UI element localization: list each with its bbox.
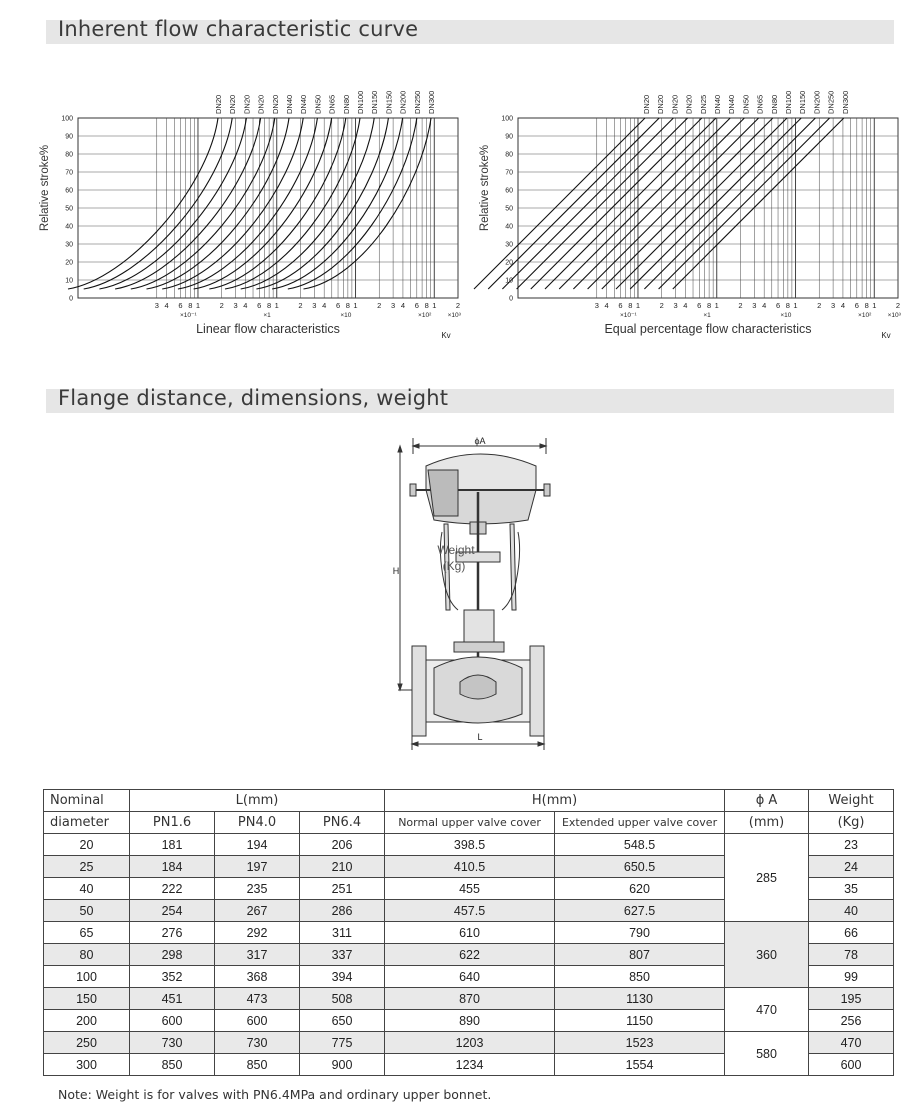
header-l: L(mm) [130, 790, 385, 812]
cell-dn: 65 [44, 922, 130, 944]
cell-weight: 600 [809, 1054, 894, 1076]
cell-normal: 1234 [385, 1054, 555, 1076]
x-tick-label: 3 [391, 301, 396, 310]
cell-pn64: 394 [300, 966, 385, 988]
x-tick-label: 6 [697, 301, 702, 310]
cell-pn64: 251 [300, 878, 385, 900]
cell-extended: 548.5 [555, 834, 725, 856]
cell-pn64: 210 [300, 856, 385, 878]
x-tick-label: 1 [793, 301, 798, 310]
y-tick-label: 10 [505, 277, 513, 285]
x-tick-label: 4 [840, 301, 846, 310]
cell-extended: 807 [555, 944, 725, 966]
x-tick-label: 4 [243, 301, 248, 310]
series-label-dn25: DN25 [698, 94, 708, 114]
x-axis-label: Kv [881, 331, 891, 340]
header-phia-unit: (mm) [725, 812, 809, 834]
x-multiplier-label: ×10 [340, 312, 352, 319]
h-label: H [392, 566, 400, 576]
y-tick-label: 0 [509, 295, 513, 303]
x-axis-label: Kv [441, 331, 451, 340]
x-tick-label: 2 [219, 301, 224, 310]
cell-pn16: 181 [130, 834, 215, 856]
cell-dn: 25 [44, 856, 130, 878]
cell-dn: 250 [44, 1032, 130, 1054]
table-row [44, 922, 894, 944]
x-multiplier-label: ×1 [703, 312, 711, 319]
y-tick-label: 60 [65, 187, 73, 195]
cell-pn40: 850 [215, 1054, 300, 1076]
table-row [44, 988, 894, 1010]
cell-phia: 470 [725, 988, 809, 1032]
series-label-dn40: DN40 [285, 94, 294, 114]
y-tick-label: 40 [505, 223, 513, 231]
cell-extended: 620 [555, 878, 725, 900]
x-tick-label: 6 [618, 301, 623, 310]
x-tick-label: 6 [414, 301, 419, 310]
series-label-dn20: DN20 [228, 94, 238, 114]
cell-pn40: 317 [215, 944, 300, 966]
cell-pn40: 368 [215, 966, 300, 988]
cell-pn40: 197 [215, 856, 300, 878]
x-tick-label: 6 [854, 301, 859, 310]
cell-pn16: 184 [130, 856, 215, 878]
cell-pn40: 600 [215, 1010, 300, 1032]
header-diameter: diameter [44, 812, 130, 834]
cell-dn: 200 [44, 1010, 130, 1032]
diagram-overlay-weight: Weight [437, 543, 475, 557]
table-note: Note: Weight is for valves with PN6.4MPa and ordinary upper bonnet. [58, 1087, 492, 1102]
cell-weight: 78 [809, 944, 894, 966]
cell-dn: 80 [44, 944, 130, 966]
x-tick-label: 3 [752, 301, 757, 310]
x-tick-label: 2 [817, 301, 822, 310]
series-label-dn300: DN300 [840, 90, 850, 114]
header-pn40: PN4.0 [215, 812, 300, 834]
series-label-dn80: DN80 [769, 94, 779, 114]
cell-pn40: 267 [215, 900, 300, 922]
x-tick-label: 1 [195, 301, 201, 310]
y-tick-label: 30 [505, 241, 513, 249]
cell-pn16: 850 [130, 1054, 215, 1076]
series-label-dn20: DN20 [242, 94, 252, 114]
series-label-dn150: DN150 [384, 90, 394, 114]
header-nominal: Nominal [44, 790, 130, 812]
cell-pn16: 254 [130, 900, 215, 922]
x-tick-label: 8 [707, 301, 712, 310]
x-tick-label: 1 [274, 301, 279, 310]
series-label-dn20: DN20 [670, 94, 680, 114]
x-multiplier-label: ×10⁻¹ [180, 312, 197, 319]
y-tick-label: 100 [61, 115, 73, 123]
series-label-dn300: DN300 [427, 90, 436, 114]
x-tick-label: 2 [659, 301, 664, 310]
cell-dn: 300 [44, 1054, 130, 1076]
x-tick-label: 8 [424, 301, 429, 310]
cell-pn40: 730 [215, 1032, 300, 1054]
cell-extended: 850 [555, 966, 725, 988]
cell-dn: 20 [44, 834, 130, 856]
cell-pn64: 508 [300, 988, 385, 1010]
series-label-dn200: DN200 [398, 90, 408, 114]
x-multiplier-label: ×10² [858, 312, 872, 319]
y-axis-label: Relative stroke% [479, 144, 491, 232]
cell-pn40: 473 [215, 988, 300, 1010]
table-row [44, 834, 894, 856]
x-tick-label: 3 [312, 301, 317, 310]
cell-pn16: 222 [130, 878, 215, 900]
series-label-dn65: DN65 [755, 94, 765, 114]
x-tick-label: 8 [628, 301, 633, 310]
cell-pn64: 286 [300, 900, 385, 922]
x-tick-label: 2 [377, 301, 382, 310]
equal-percentage-flow-chart [476, 78, 906, 348]
header-weight-unit: (Kg) [809, 812, 894, 834]
y-tick-label: 20 [505, 259, 513, 267]
x-multiplier-label: ×10³ [447, 312, 461, 319]
diagram-overlay-kg: (Kg) [442, 559, 466, 573]
cell-normal: 640 [385, 966, 555, 988]
y-tick-label: 40 [65, 223, 73, 231]
x-tick-label: 1 [714, 301, 719, 310]
x-tick-label: 3 [673, 301, 678, 310]
y-tick-label: 80 [505, 151, 513, 159]
series-label-dn50: DN50 [741, 94, 751, 114]
cell-pn16: 352 [130, 966, 215, 988]
cell-normal: 455 [385, 878, 555, 900]
cell-normal: 410.5 [385, 856, 555, 878]
y-tick-label: 60 [505, 187, 513, 195]
y-tick-label: 50 [505, 205, 513, 213]
cell-pn64: 311 [300, 922, 385, 944]
cell-normal: 457.5 [385, 900, 555, 922]
y-tick-label: 20 [65, 259, 73, 267]
chart-title: Equal percentage flow characteristics [604, 322, 812, 336]
x-multiplier-label: ×10³ [887, 312, 901, 319]
cell-normal: 1203 [385, 1032, 555, 1054]
y-tick-label: 10 [65, 277, 73, 285]
series-label-dn20: DN20 [684, 94, 694, 114]
cell-pn40: 292 [215, 922, 300, 944]
x-tick-label: 4 [683, 301, 688, 310]
x-tick-label: 3 [154, 301, 159, 310]
linear-flow-chart [36, 78, 466, 348]
spec-table [43, 789, 894, 1076]
x-tick-label: 4 [322, 301, 327, 310]
cell-extended: 627.5 [555, 900, 725, 922]
x-tick-label: 1 [635, 301, 641, 310]
header-pn16: PN1.6 [130, 812, 215, 834]
cell-weight: 66 [809, 922, 894, 944]
header-pn64: PN6.4 [300, 812, 385, 834]
series-label-dn40: DN40 [727, 94, 737, 114]
x-tick-label: 3 [233, 301, 238, 310]
series-label-dn40: DN40 [299, 94, 309, 114]
cell-phia: 360 [725, 922, 809, 988]
cell-weight: 23 [809, 834, 894, 856]
x-tick-label: 8 [785, 301, 790, 310]
header-extended-cover: Extended upper valve cover [555, 812, 725, 834]
header-weight: Weight [809, 790, 894, 812]
series-label-dn150: DN150 [798, 90, 808, 114]
cell-pn16: 600 [130, 1010, 215, 1032]
cell-pn16: 276 [130, 922, 215, 944]
equal-percentage-flow-chart-svg [476, 78, 906, 348]
cell-normal: 398.5 [385, 834, 555, 856]
header-h: H(mm) [385, 790, 725, 812]
y-tick-label: 100 [501, 115, 513, 123]
cell-pn40: 194 [215, 834, 300, 856]
cell-pn16: 451 [130, 988, 215, 1010]
cell-pn40: 235 [215, 878, 300, 900]
x-tick-label: 2 [455, 301, 461, 310]
cell-pn16: 730 [130, 1032, 215, 1054]
y-tick-label: 70 [505, 169, 513, 177]
y-tick-label: 70 [65, 169, 73, 177]
cell-phia: 285 [725, 834, 809, 922]
cell-weight: 40 [809, 900, 894, 922]
x-multiplier-label: ×1 [263, 312, 271, 319]
cell-extended: 1150 [555, 1010, 725, 1032]
series-label-dn50: DN50 [313, 94, 323, 114]
cell-normal: 890 [385, 1010, 555, 1032]
cell-extended: 1130 [555, 988, 725, 1010]
x-tick-label: 4 [762, 301, 767, 310]
valve-drawing [392, 432, 558, 754]
x-tick-label: 3 [831, 301, 836, 310]
cell-extended: 1554 [555, 1054, 725, 1076]
cell-normal: 622 [385, 944, 555, 966]
cell-normal: 610 [385, 922, 555, 944]
cell-pn64: 337 [300, 944, 385, 966]
series-label-dn40: DN40 [713, 94, 722, 114]
cell-phia: 580 [725, 1032, 809, 1076]
cell-weight: 24 [809, 856, 894, 878]
cell-pn16: 298 [130, 944, 215, 966]
series-label-dn20: DN20 [256, 94, 266, 114]
x-tick-label: 8 [864, 301, 869, 310]
x-tick-label: 1 [432, 301, 437, 310]
y-tick-label: 50 [65, 205, 73, 213]
series-label-dn100: DN100 [356, 90, 365, 114]
series-label-dn100: DN100 [784, 90, 793, 114]
series-label-dn20: DN20 [214, 94, 223, 114]
l-label: L [477, 732, 483, 742]
cell-pn64: 775 [300, 1032, 385, 1054]
x-tick-label: 6 [178, 301, 183, 310]
y-tick-label: 80 [65, 151, 73, 159]
header-phia: ϕ A [725, 790, 809, 812]
x-tick-label: 8 [267, 301, 272, 310]
cell-dn: 100 [44, 966, 130, 988]
spec-table-body [44, 834, 894, 1076]
x-tick-label: 3 [594, 301, 599, 310]
y-tick-label: 90 [505, 133, 513, 141]
y-axis-label: Relative stroke% [39, 144, 51, 232]
cell-weight: 35 [809, 878, 894, 900]
x-tick-label: 2 [895, 301, 901, 310]
x-tick-label: 2 [738, 301, 743, 310]
cell-dn: 50 [44, 900, 130, 922]
series-label-dn20: DN20 [642, 94, 651, 114]
chart-title: Linear flow characteristics [196, 322, 340, 336]
y-tick-label: 0 [69, 295, 73, 303]
header-normal-cover: Normal upper valve cover [385, 812, 555, 834]
series-label-dn80: DN80 [341, 94, 351, 114]
x-tick-label: 8 [188, 301, 193, 310]
cell-dn: 40 [44, 878, 130, 900]
x-multiplier-label: ×10⁻¹ [620, 312, 637, 319]
cell-weight: 195 [809, 988, 894, 1010]
cell-weight: 470 [809, 1032, 894, 1054]
y-tick-label: 90 [65, 133, 73, 141]
valve-dimension-diagram [392, 432, 558, 754]
linear-flow-chart-svg [36, 78, 466, 348]
cell-pn64: 900 [300, 1054, 385, 1076]
x-tick-label: 6 [775, 301, 781, 310]
series-label-dn65: DN65 [327, 94, 337, 114]
series-label-dn150: DN150 [370, 90, 380, 114]
cell-extended: 650.5 [555, 856, 725, 878]
cell-weight: 256 [809, 1010, 894, 1032]
x-tick-label: 6 [335, 301, 341, 310]
x-tick-label: 6 [257, 301, 262, 310]
cell-extended: 1523 [555, 1032, 725, 1054]
series-label-dn250: DN250 [826, 90, 836, 114]
cell-extended: 790 [555, 922, 725, 944]
section-title-flow: Inherent flow characteristic curve [58, 17, 419, 41]
cell-normal: 870 [385, 988, 555, 1010]
y-tick-label: 30 [65, 241, 73, 249]
cell-dn: 150 [44, 988, 130, 1010]
x-tick-label: 2 [298, 301, 303, 310]
x-tick-label: 4 [604, 301, 609, 310]
cell-pn64: 206 [300, 834, 385, 856]
cell-pn64: 650 [300, 1010, 385, 1032]
table-row [44, 1032, 894, 1054]
section-title-dims: Flange distance, dimensions, weight [58, 386, 449, 410]
series-label-dn200: DN200 [812, 90, 822, 114]
x-tick-label: 1 [872, 301, 877, 310]
x-tick-label: 8 [345, 301, 350, 310]
series-label-dn250: DN250 [412, 90, 422, 114]
phi-a-label: ϕA [474, 436, 486, 446]
series-label-dn20: DN20 [270, 94, 280, 114]
x-tick-label: 1 [353, 301, 358, 310]
cell-weight: 99 [809, 966, 894, 988]
x-multiplier-label: ×10 [780, 312, 792, 319]
x-tick-label: 4 [164, 301, 169, 310]
x-multiplier-label: ×10² [418, 312, 432, 319]
x-tick-label: 4 [400, 301, 406, 310]
series-label-dn20: DN20 [656, 94, 666, 114]
